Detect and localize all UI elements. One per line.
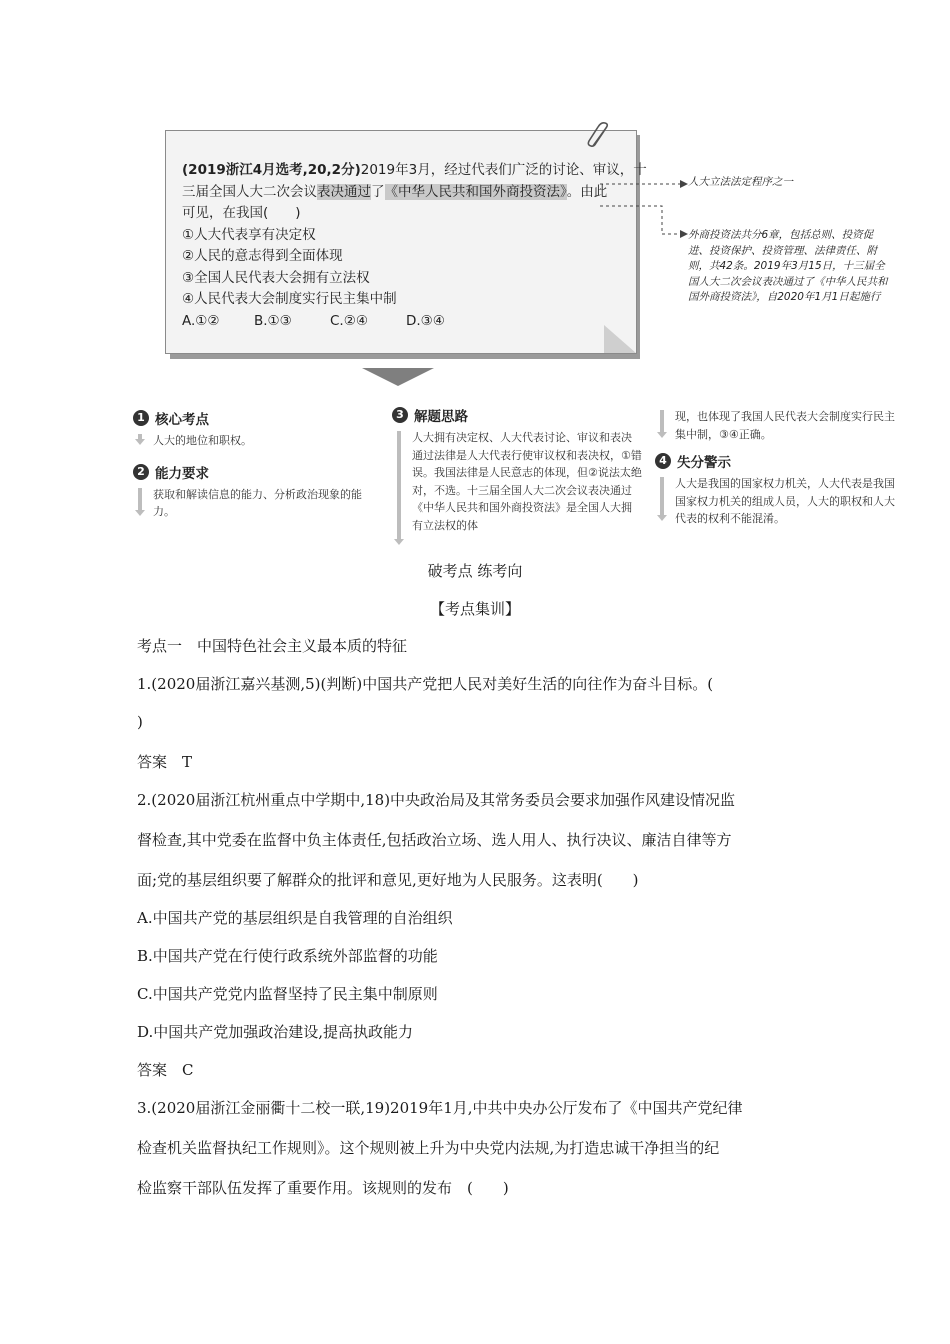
option-c: C.②④ xyxy=(330,312,368,329)
example-item: ④人民代表大会制度实行民主集中制 xyxy=(182,291,397,307)
question-3-line: 3.(2020届浙江金丽衢十二校一联,19)2019年1月,中共中央办公厅发布了《中国共产党纪律 xyxy=(137,1099,743,1117)
answer-2: 答案 C xyxy=(137,1061,194,1079)
section-title: 能力要求 xyxy=(155,465,209,482)
highlight-vote: 表决通过 xyxy=(317,183,371,200)
section-ability xyxy=(133,462,378,482)
down-arrow-icon xyxy=(135,488,145,516)
question-2-option: B.中国共产党在行使行政系统外部监督的功能 xyxy=(137,947,438,965)
analysis-column-2 xyxy=(392,405,642,534)
number-badge: 4 xyxy=(655,453,671,469)
section-warning xyxy=(655,451,895,471)
analysis-column-1 xyxy=(133,408,378,521)
section-title: 失分警示 xyxy=(677,455,731,471)
example-item: ③全国人民代表大会拥有立法权 xyxy=(182,269,370,286)
question-2-option: A.中国共产党的基层组织是自我管理的自治组织 xyxy=(137,909,453,927)
section-body-continued: 现，也体现了我国人民代表大会制度实行民主集中制，③④正确。 xyxy=(675,410,895,441)
subsection-heading: 【考点集训】 xyxy=(429,600,520,618)
question-2-line: 督检查,其中党委在监督中负主体责任,包括政治立场、选人用人、执行决议、廉洁自律等方 xyxy=(137,831,732,849)
question-2-option: C.中国共产党党内监督坚持了民主集中制原则 xyxy=(137,985,438,1003)
number-badge: 2 xyxy=(133,464,149,480)
down-arrow-icon xyxy=(394,431,404,545)
example-item: ②人民的意志得到全面体现 xyxy=(182,248,343,264)
section-body: 人大是我国的国家权力机关，人大代表是我国国家权力机关的组成人员，人大的职权和人大代表的权利不能混淆。 xyxy=(675,477,895,525)
down-arrow-icon xyxy=(657,410,667,438)
number-badge: 3 xyxy=(392,407,408,423)
side-note-procedure: 人大立法法定程序之一 xyxy=(688,176,793,188)
side-note-law-details: 外商投资法共分6章，包括总则、投资促进、投资保护、投资管理、法律责任、附则，共42条。2019年3月15日，十三届全国人大二次会议表决通过了《中华人民共和国外商投资法》，自2020年1月1日起施行 xyxy=(688,229,888,303)
example-options xyxy=(182,311,627,333)
down-arrow-icon xyxy=(362,368,434,386)
paperclip-icon xyxy=(584,122,614,152)
question-2-line: 2.(2020届浙江杭州重点中学期中,18)中央政治局及其常务委员会要求加强作风建设情况监 xyxy=(137,791,736,809)
down-arrow-icon xyxy=(135,434,145,445)
section-body: 获取和解读信息的能力、分析政治现象的能力。 xyxy=(153,487,362,518)
example-source: (2019浙江4月选考,20,2分) xyxy=(182,162,361,178)
answer-1: 答案 T xyxy=(137,753,193,771)
question-3-line: 检监察干部队伍发挥了重要作用。该规则的发布 ( ) xyxy=(137,1179,509,1197)
analysis-column-3 xyxy=(655,408,895,528)
down-arrow-icon xyxy=(657,477,667,521)
example-item: ①人大代表享有决定权 xyxy=(182,226,316,243)
section-title: 核心考点 xyxy=(155,412,209,428)
option-d: D.③④ xyxy=(406,312,445,329)
example-question: (2019浙江4月选考,20,2分)2019年3月，经过代表们广泛的讨论、审议，十 三届全国人大二次会议表决通过了《中华人民共和国外商投资法》。由此 可见，在我国( ) ①人大代表享有决定权 ②人民的意志得到全面体现 ③全国人民代表大会拥有立法权 ④人民代表大会制度实行民主集中制 A.①② B.①③ C.②④ D.③④ xyxy=(182,160,627,332)
section-body: 人大的地位和职权。 xyxy=(153,434,252,447)
option-b: B.①③ xyxy=(254,312,292,329)
question-2-option: D.中国共产党加强政治建设,提高执政能力 xyxy=(137,1023,414,1041)
section-heading: 破考点 练考向 xyxy=(427,562,523,580)
question-3-line: 检查机关监督执纪工作规则》。这个规则被上升为中央党内法规,为打造忠诚干净担当的纪 xyxy=(137,1139,720,1157)
section-body: 人大拥有决定权、人大代表讨论、审议和表决通过法律是人大代表行使审议权和表决权，①错误。我国法律是人民意志的体现，但②说法太绝对，不选。十三届全国人大二次会议表决通过《中华人民共和国外商投资法》是全国人大拥有立法权的体 xyxy=(412,431,642,532)
section-solution xyxy=(392,405,642,425)
question-2-line: 面;党的基层组织要了解群众的批评和意见,更好地为人民服务。这表明( ) xyxy=(137,871,639,889)
option-a: A.①② xyxy=(182,312,220,329)
section-core-point xyxy=(133,408,378,428)
highlight-law-name: 《中华人民共和国外商投资法》 xyxy=(384,183,567,200)
annotation-connector xyxy=(600,168,690,248)
number-badge: 1 xyxy=(133,410,149,426)
question-1-line: 1.(2020届浙江嘉兴基测,5)(判断)中国共产党把人民对美好生活的向往作为奋斗目标。( xyxy=(137,675,714,693)
section-title: 解题思路 xyxy=(414,409,468,425)
question-1-line: ) xyxy=(137,713,143,731)
topic-heading: 考点一 中国特色社会主义最本质的特征 xyxy=(137,637,408,655)
